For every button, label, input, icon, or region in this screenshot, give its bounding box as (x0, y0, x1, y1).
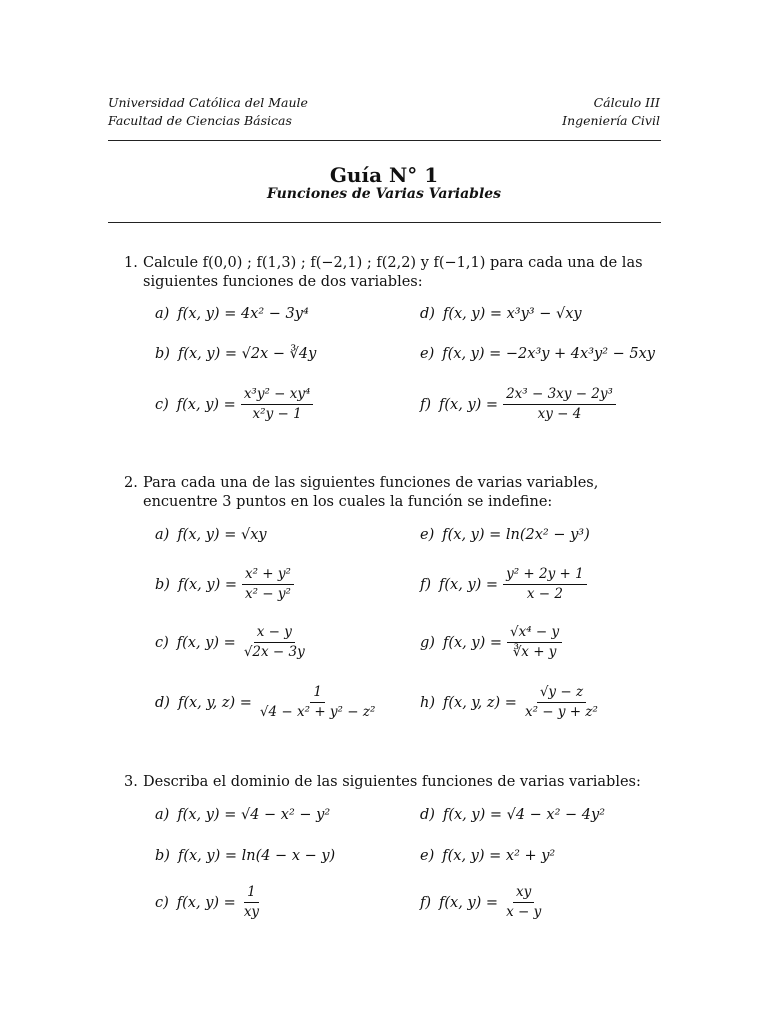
university-name: Universidad Católica del Maule (108, 95, 308, 110)
item-label: c) (155, 634, 169, 651)
item-label: a) (155, 527, 170, 543)
item-label: f) (420, 894, 432, 911)
item-label: d) (420, 807, 435, 823)
exercise-1f (420, 386, 616, 423)
item-expression: f(x, y) = √2x − ∛4y (177, 346, 317, 362)
fraction (503, 884, 544, 921)
course-name: Cálculo III (593, 95, 660, 110)
question-number: 1. (124, 255, 138, 271)
page-subtitle: Funciones de Varias Variables (266, 186, 502, 202)
item-label: e) (420, 346, 435, 362)
faculty-name: Facultad de Ciencias Básicas (108, 113, 292, 128)
item-expression: f(x, y) = √4 − x² − 4y² (442, 807, 606, 823)
item-label: a) (155, 807, 170, 823)
page-title: Guía N° 1 (329, 163, 439, 187)
exercise-3a (155, 807, 330, 823)
numerator: x² + y² (242, 566, 294, 585)
fraction (507, 624, 562, 661)
item-label: a) (155, 306, 170, 322)
question-number: 3. (124, 774, 138, 790)
exercise-2b (155, 566, 294, 603)
item-label: e) (420, 848, 435, 864)
item-label: b) (155, 576, 170, 593)
exercise-2g (420, 624, 562, 661)
item-label: c) (155, 396, 169, 413)
exercise-3e (420, 848, 555, 864)
exercise-1a (155, 306, 309, 322)
numerator: x − y (254, 624, 295, 643)
numerator: xy (513, 884, 534, 903)
denominator: x²y − 1 (252, 406, 302, 422)
item-label: f) (420, 576, 432, 593)
program-name: Ingeniería Civil (562, 113, 660, 128)
item-lhs: f(x, y) = (176, 894, 236, 911)
denominator: x² − y² (244, 586, 291, 602)
fraction (242, 566, 294, 603)
item-label: c) (155, 894, 169, 911)
title-divider (108, 222, 661, 223)
denominator: xy − 4 (537, 406, 582, 422)
item-label: b) (155, 848, 170, 864)
item-expression: f(x, y) = x³y³ − √xy (442, 306, 582, 322)
exercise-2a (155, 527, 267, 543)
exercise-3c (155, 884, 262, 921)
numerator: √x⁴ − y (507, 624, 562, 643)
exercise-3b (155, 848, 335, 864)
question-text: Describa el dominio de las siguientes funciones de varias variables: (143, 774, 641, 790)
item-lhs: f(x, y) = (439, 576, 499, 593)
denominator: x − y (506, 904, 542, 920)
question-number: 2. (124, 475, 138, 491)
item-lhs: f(x, y) = (176, 396, 236, 413)
item-lhs: f(x, y) = (176, 634, 236, 651)
header-divider (108, 140, 661, 141)
numerator: y² + 2y + 1 (503, 566, 587, 585)
fraction (241, 624, 308, 661)
exercise-2d (155, 684, 378, 721)
fraction (503, 566, 587, 603)
denominator: x² − y + z² (524, 704, 598, 720)
item-expression: f(x, y) = √xy (177, 527, 267, 543)
exercise-1d (420, 306, 582, 322)
item-label: b) (155, 346, 170, 362)
exercise-1e (420, 346, 655, 362)
exercise-3f (420, 884, 544, 921)
denominator: x − 2 (526, 586, 563, 602)
numerator: 1 (310, 684, 325, 703)
item-lhs: f(x, y) = (439, 894, 499, 911)
item-lhs: f(x, y) = (442, 634, 502, 651)
item-lhs: f(x, y, z) = (177, 694, 252, 711)
item-expression: f(x, y) = x² + y² (442, 848, 556, 864)
item-expression: f(x, y) = ln(2x² − y³) (442, 527, 590, 543)
question-text: Calcule f(0,0) ; f(1,3) ; f(−2,1) ; f(2,2) y f(−1,1) para cada una de las siguientes funciones de dos variables: (143, 255, 643, 290)
item-label: f) (420, 396, 432, 413)
numerator: √y − z (537, 684, 586, 703)
fraction (241, 884, 262, 921)
exercise-1c (155, 386, 313, 423)
header-right (562, 94, 660, 130)
question-1 (124, 254, 664, 292)
item-expression: f(x, y) = ln(4 − x − y) (177, 848, 336, 864)
fraction (241, 386, 314, 423)
denominator: xy (243, 904, 260, 920)
item-expression: f(x, y) = 4x² − 3y⁴ (177, 306, 309, 322)
exercise-2c (155, 624, 308, 661)
item-lhs: f(x, y) = (439, 396, 499, 413)
fraction (522, 684, 601, 721)
item-label: d) (420, 306, 435, 322)
question-3 (124, 773, 664, 792)
exercise-1b (155, 346, 316, 362)
exercise-2e (420, 527, 590, 543)
numerator: 2x³ − 3xy − 2y³ (503, 386, 616, 405)
exercise-3d (420, 807, 605, 823)
numerator: 1 (244, 884, 259, 903)
denominator: √2x − 3y (243, 644, 305, 660)
item-label: h) (420, 694, 435, 711)
fraction (257, 684, 378, 721)
fraction (503, 386, 616, 423)
question-text: Para cada una de las siguientes funciones de varias variables, encuentre 3 puntos en los cuales la función se indefine: (143, 475, 599, 510)
denominator: ∛x + y (512, 644, 557, 660)
header-left (108, 94, 308, 130)
item-expression: f(x, y) = √4 − x² − y² (177, 807, 331, 823)
item-lhs: f(x, y) = (177, 576, 237, 593)
numerator: x³y² − xy⁴ (241, 386, 314, 405)
item-lhs: f(x, y, z) = (443, 694, 517, 711)
item-expression: f(x, y) = −2x³y + 4x³y² − 5xy (442, 346, 655, 362)
question-2 (124, 474, 664, 512)
item-label: e) (420, 527, 435, 543)
denominator: √4 − x² + y² − z² (259, 704, 376, 720)
item-label: d) (155, 694, 170, 711)
exercise-2f (420, 566, 587, 603)
item-label: g) (420, 634, 435, 651)
exercise-2h (420, 684, 601, 721)
